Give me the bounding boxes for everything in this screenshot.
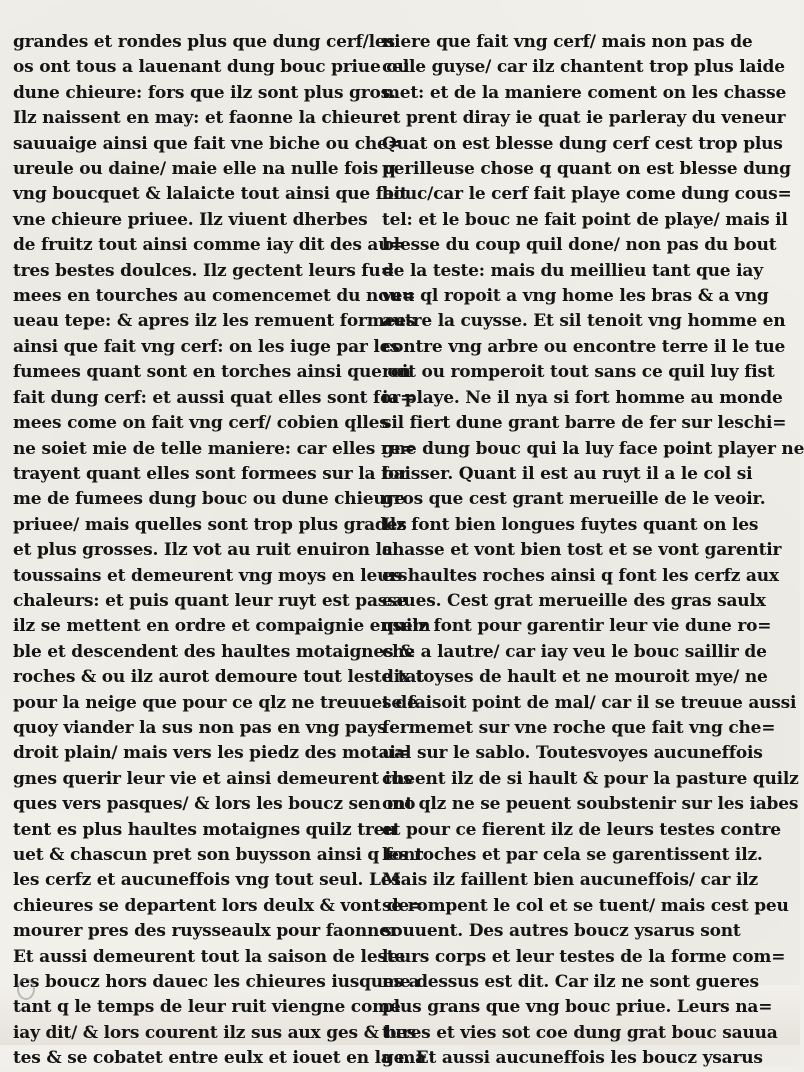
text-line: se faisoit point de mal/ car il se treuue aussi [382,692,797,713]
text-line: celle guyse/ car ilz chantent trop plus laide [382,57,785,78]
text-line: vng boucquet & lalaicte tout ainsi que fait [13,184,408,205]
text-line: sil fiert dune grant barre de fer sur leschi= [382,413,787,434]
text-line: roit ou romperoit tout sans ce quil luy fist [382,362,775,383]
text-line: veu ql ropoit a vng home les bras & a vng [382,286,769,307]
text-line: les roches et par cela se garentissent ilz. [382,845,763,865]
text-line: Ilz naissent en may: et faonne la chieure [13,108,393,129]
text-line: toussains et demeurent vng moys en leurs [13,565,408,586]
text-line: souuent. Des autres boucz ysarus sont [382,921,741,942]
text-line: pour la neige que pour ce qlz ne treuuet de [13,692,418,713]
right-text-column [382,30,804,1072]
text-line: baisser. Quant il est au ruyt il a le col si [382,463,753,484]
text-line: perilleuse chose q quant on est blesse dung [382,159,791,180]
text-line: che a lautre/ car iay veu le bouc saillir de [382,641,767,662]
text-line: niere que fait vng cerf/ mais non pas de [382,32,753,52]
text-line: gros que cest grant merueille de le veoir. [382,489,766,510]
text-line: ainsi que fait vng cerf: on les iuge par les [13,336,400,357]
text-line: gne dung bouc qui la luy face point player ne [382,438,804,459]
text-line: tent es plus haultes motaignes quilz treu [13,819,397,840]
text-line: dune chieure: fors que ilz sont plus gros. [13,82,396,103]
text-line: dix toyses de hault et ne mouroit mye/ ne [382,667,768,688]
text-line: met: et de la maniere coment on les chasse [382,82,787,103]
text-line: ia playe. Ne il nya si fort homme au monde [382,387,783,408]
text-line: grandes et rondes plus que dung cerf/les [13,32,395,52]
text-line: fait dung cerf: et aussi quat elles sont for= [13,387,415,408]
text-line: et prent diray ie quat ie parleray du veneur [382,108,786,129]
text-line: fumees quant sont en torches ainsi que on [13,362,411,383]
text-line: autre la cuysse. Et sil tenoit vng homme en [382,311,786,332]
text-line: quoy viander la sus non pas en vng pays [13,717,387,738]
text-line: ge. Et aussi aucuneffois les boucz ysarus [382,1048,763,1069]
text-line: ureule ou daine/ maie elle na nulle fois q [13,159,396,180]
text-line: sauuaige ainsi que fait vne biche ou che= [13,133,402,154]
text-line: mourer pres des ruysseaulx pour faonner [13,921,399,942]
text-line: se rompent le col et se tuent/ mais cest peu [382,895,789,916]
text-line: ont qlz ne se peuent soubstenir sur les iabes [382,794,799,815]
text-line: cheent ilz de si hault & pour la pasture quilz [382,768,799,789]
text-line: chasse et vont bien tost et se vont garentir [382,540,782,561]
text-line: tant q le temps de leur ruit viengne come [13,997,401,1018]
text-line: ilz se mettent en ordre et compaignie ensem [13,616,431,637]
text-line: ueau tepe: & apres ilz les remuent formees [13,311,416,332]
text-line: es haultes roches ainsi q font les cerfz aux [382,565,779,586]
text-line: les cerfz et aucuneffois vng tout seul. Les [13,870,401,891]
text-line: leurs corps et leur testes de la forme com= [382,946,786,967]
text-line: tel: et le bouc ne fait point de playe/ mais il [382,209,788,230]
text-line: Ilz font bien longues fuytes quant on les [382,514,759,535]
text-line: bouc/car le cerf fait playe come dung cous= [382,184,792,205]
text-line: vne chieure priuee. Ilz viuent dherbes [13,209,368,230]
text-line: tes & se cobatet entre eulx et iouet en la ma [13,1048,426,1069]
text-line: os ont tous a lauenant dung bouc priue ou [13,57,410,78]
left-text-column [13,30,431,1072]
margin-ink-mark [17,978,35,1000]
text-line: trayent quant elles sont formees sur la for [13,463,409,484]
text-line: de la teste: mais du meillieu tant que iay [382,260,763,281]
text-line: iay dit/ & lors courent ilz sus aux ges & bes [13,1022,417,1043]
text-line: Mais ilz faillent bien aucuneffois/ car ilz [382,870,758,891]
text-line: Et aussi demeurent tout la saison de leste [13,946,406,967]
text-line: priuee/ mais quelles sont trop plus grades [13,514,407,535]
text-line: tres bestes doulces. Ilz gectent leurs fu= [13,260,395,281]
text-line: tures et vies sot coe dung grat bouc sauua [382,1022,778,1043]
text-line: ual sur le sablo. Toutesvoyes aucuneffois [382,743,763,764]
text-line: me de fumees dung bouc ou dune chieure [13,489,405,510]
text-line: ble et descendent des haultes motaignes & [13,641,415,662]
text-line: quilz font pour garentir leur vie dune ro= [382,616,772,637]
text-line: roches & ou ilz aurot demoure tout leste tat [13,667,424,688]
text-line: fermemet sur vne roche que fait vng che= [382,717,776,738]
text-line: ques vers pasques/ & lors les boucz sen mo [13,794,416,815]
text-line: contre vng arbre ou encontre terre il le tue [382,336,786,357]
text-line: droit plain/ mais vers les piedz des motai= [13,743,410,764]
text-line: et plus grosses. Ilz vot au ruit enuiron la [13,540,393,561]
text-line: chaleurs: et puis quant leur ruyt est passe [13,590,408,611]
text-line: blesse du coup quil done/ non pas du bout [382,235,777,256]
text-line: gnes querir leur vie et ainsi demeurent ius [13,768,413,789]
text-line: ne soiet mie de telle maniere: car elles re= [13,438,415,459]
text-line: me dessus est dit. Car ilz ne sont gueres [382,972,759,993]
text-line: plus grans que vng bouc priue. Leurs na= [382,997,773,1018]
text-line: Quat on est blesse dung cerf cest trop plus [382,133,783,154]
text-line: chieures se departent lors deulx & vont de= [13,895,424,916]
text-line: uet & chascun pret son buysson ainsi q font [13,845,423,865]
text-line: mees come on fait vng cerf/ cobien qlles [13,413,389,434]
text-line: et pour ce fierent ilz de leurs testes contre [382,819,781,840]
text-line: les boucz hors dauec les chieures iusques a [13,972,420,993]
text-line: de fruitz tout ainsi comme iay dit des au= [13,235,405,256]
text-line: mees en tourches au comencemet du nou= [13,286,416,307]
text-line: eaues. Cest grat merueille des gras saulx [382,590,766,611]
